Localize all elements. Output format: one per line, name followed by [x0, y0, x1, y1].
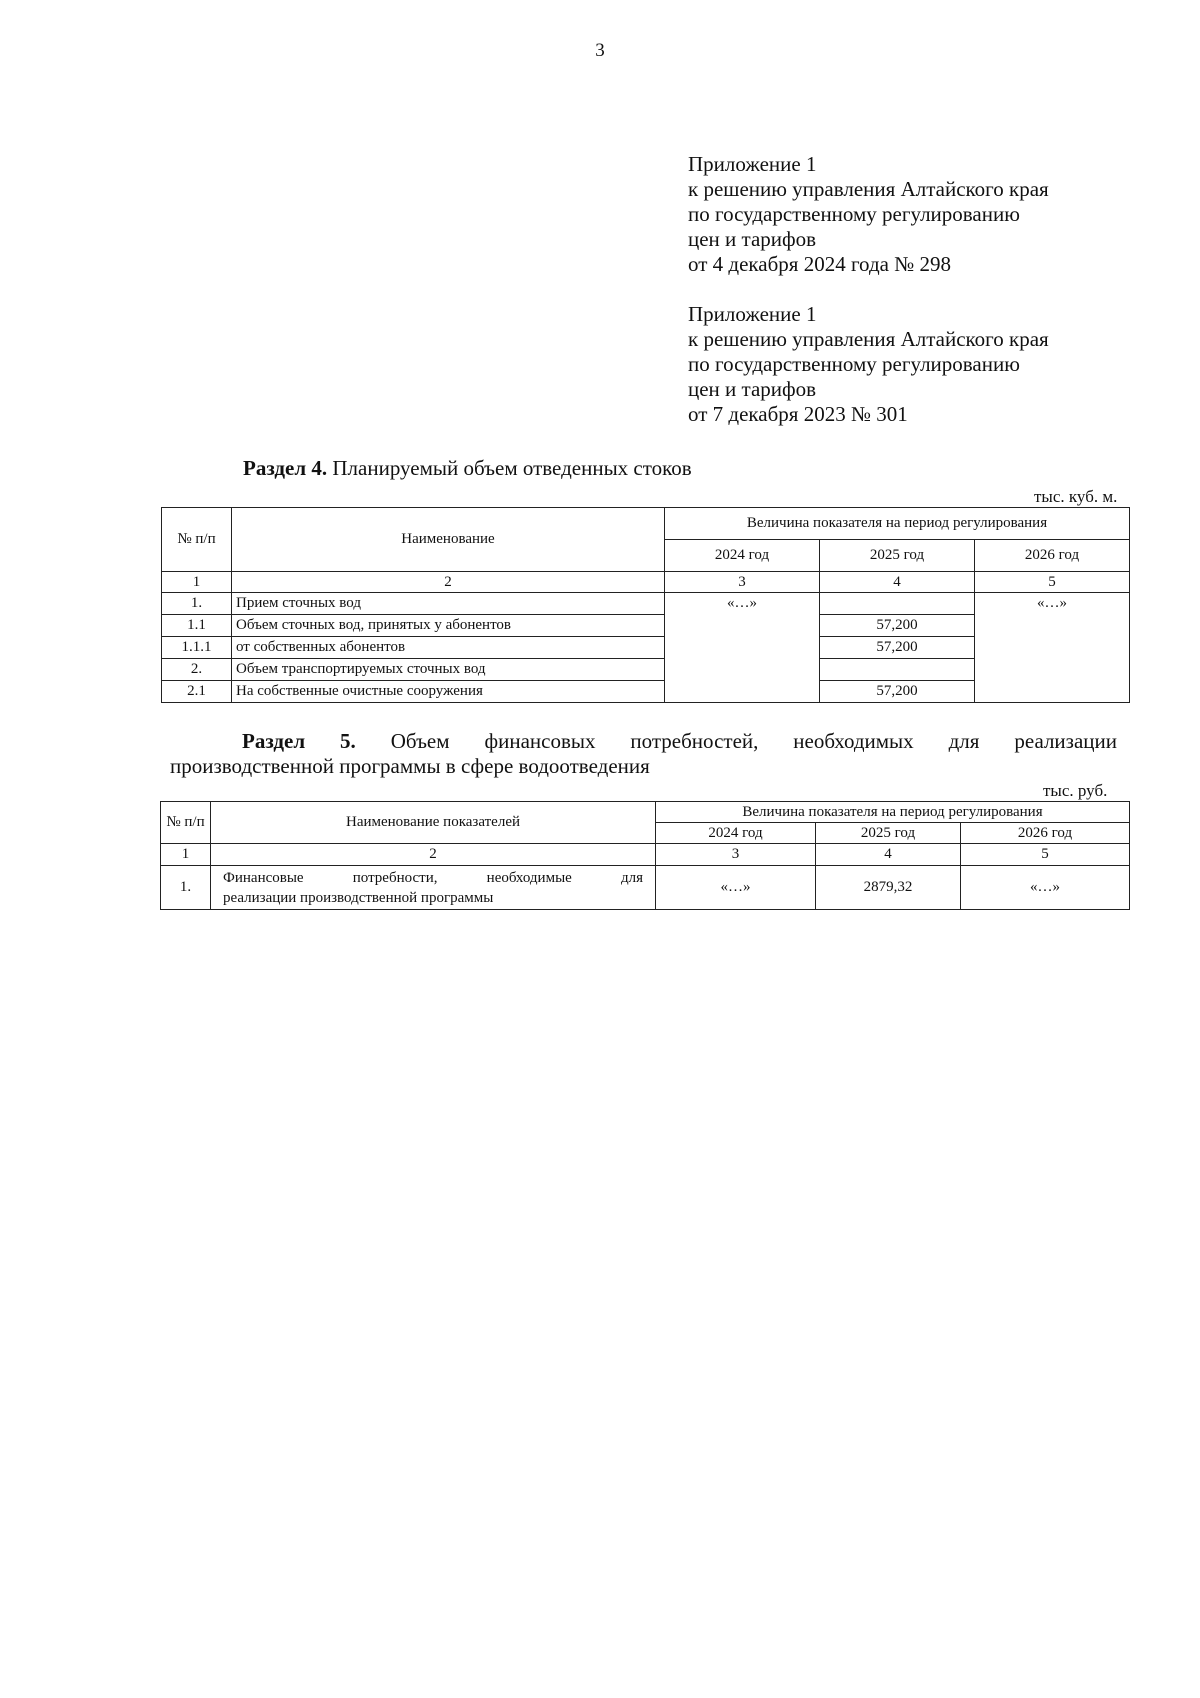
col-number: 3 — [656, 844, 816, 866]
row-name — [211, 866, 656, 910]
col-number: 4 — [820, 572, 975, 593]
appendix-date: от 4 декабря 2024 года № 298 — [688, 252, 951, 276]
header-2026: 2026 год — [961, 823, 1130, 844]
header-2024: 2024 год — [656, 823, 816, 844]
col-number: 4 — [816, 844, 961, 866]
value-2025: 2879,32 — [816, 866, 961, 910]
row-num: 1. — [162, 593, 232, 615]
appendix-line: по государственному регулированию — [688, 352, 1020, 376]
section5-unit: тыс. руб. — [1043, 781, 1108, 800]
value-2026: «…» — [975, 593, 1130, 703]
row-name-line1: Финансовые потребности, необходимые для — [223, 869, 643, 886]
section4-unit: тыс. куб. м. — [1034, 487, 1118, 506]
section5-table — [160, 801, 1130, 910]
appendix-line: к решению управления Алтайского края — [688, 327, 1049, 351]
value-2024: «…» — [656, 866, 816, 910]
row-name: На собственные очистные сооружения — [232, 681, 665, 703]
header-2025: 2025 год — [820, 540, 975, 572]
col-number: 1 — [162, 572, 232, 593]
section5-title-line2: производственной программы в сфере водоотведения — [170, 754, 650, 778]
row-num: 1.1.1 — [162, 637, 232, 659]
section4-title: Планируемый объем отведенных стоков — [332, 456, 692, 480]
section4-heading — [243, 456, 692, 481]
section5-label: Раздел 5. — [242, 729, 356, 753]
table-row — [162, 593, 1130, 615]
appendix-block-2024 — [688, 152, 1049, 277]
appendix-line: цен и тарифов — [688, 377, 817, 401]
col-number: 2 — [232, 572, 665, 593]
value-2024: «…» — [665, 593, 820, 703]
header-name: Наименование — [232, 508, 665, 572]
value-2025: 57,200 — [820, 637, 975, 659]
value-2025 — [820, 659, 975, 681]
appendix-title: Приложение 1 — [688, 302, 817, 326]
header-2025: 2025 год — [816, 823, 961, 844]
value-2025: 57,200 — [820, 615, 975, 637]
row-num: 1.1 — [162, 615, 232, 637]
header-2026: 2026 год — [975, 540, 1130, 572]
col-number: 5 — [961, 844, 1130, 866]
section5-heading — [170, 729, 1117, 779]
section4-table — [161, 507, 1130, 703]
header-num: № п/п — [162, 508, 232, 572]
section5-title-line1: Объем финансовых потребностей, необходимых для реализации — [390, 729, 1117, 753]
header-value-group: Величина показателя на период регулирования — [665, 508, 1130, 540]
row-num: 1. — [161, 866, 211, 910]
row-name: Прием сточных вод — [232, 593, 665, 615]
appendix-line: цен и тарифов — [688, 227, 817, 251]
value-2025 — [820, 593, 975, 615]
value-2026: «…» — [961, 866, 1130, 910]
col-number: 3 — [665, 572, 820, 593]
row-name: Объем транспортируемых сточных вод — [232, 659, 665, 681]
col-number: 2 — [211, 844, 656, 866]
col-number: 5 — [975, 572, 1130, 593]
appendix-title: Приложение 1 — [688, 152, 817, 176]
col-number: 1 — [161, 844, 211, 866]
header-num: № п/п — [161, 802, 211, 844]
row-name-line2: реализации производственной программы — [223, 889, 494, 906]
appendix-line: по государственному регулированию — [688, 202, 1020, 226]
row-num: 2. — [162, 659, 232, 681]
appendix-line: к решению управления Алтайского края — [688, 177, 1049, 201]
header-2024: 2024 год — [665, 540, 820, 572]
section4-label: Раздел 4. — [243, 456, 328, 480]
page-number: 3 — [595, 40, 605, 61]
row-name: от собственных абонентов — [232, 637, 665, 659]
row-name: Объем сточных вод, принятых у абонентов — [232, 615, 665, 637]
appendix-block-2023 — [688, 302, 1049, 427]
header-name: Наименование показателей — [211, 802, 656, 844]
value-2025: 57,200 — [820, 681, 975, 703]
header-value-group: Величина показателя на период регулирования — [656, 802, 1130, 823]
table-row — [161, 866, 1130, 910]
row-num: 2.1 — [162, 681, 232, 703]
appendix-date: от 7 декабря 2023 № 301 — [688, 402, 908, 426]
